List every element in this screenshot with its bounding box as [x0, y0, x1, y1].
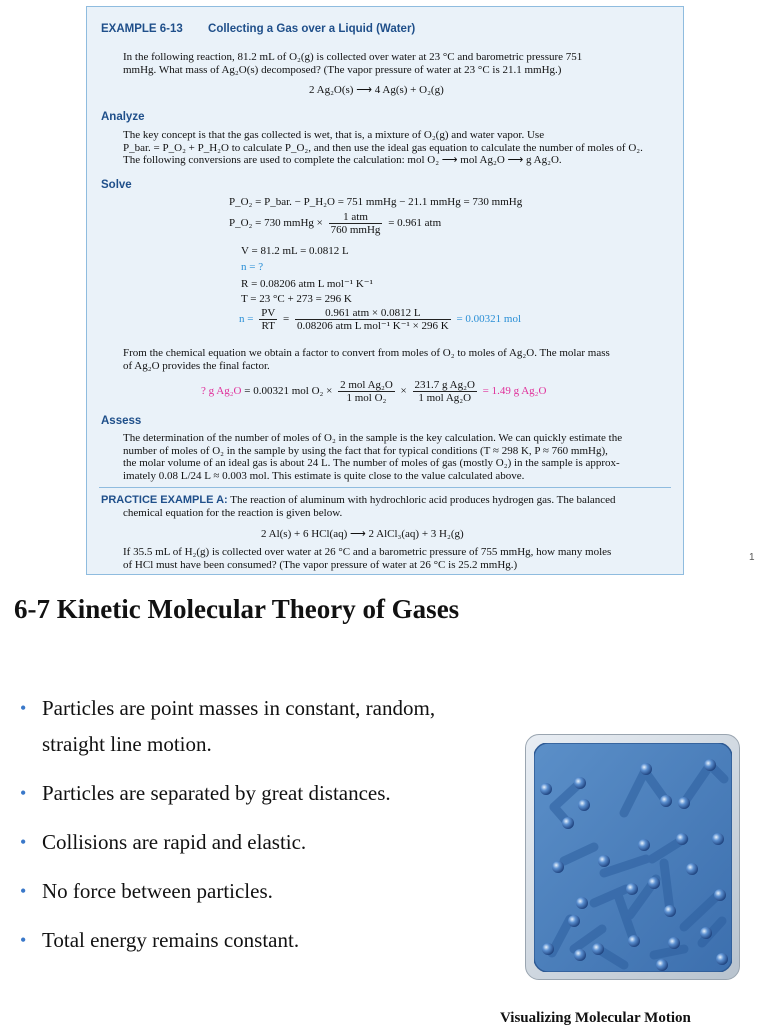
bullet-icon: • [20, 698, 27, 718]
example-title: Collecting a Gas over a Liquid (Water) [208, 23, 416, 35]
analyze-heading: Analyze [101, 111, 145, 123]
molecular-motion-figure [525, 734, 740, 980]
solve-temperature: T = 23 °C + 273 = 296 K [241, 293, 352, 305]
practice-text: PRACTICE EXAMPLE A: The reaction of aluminum with hydrochloric acid produces hydrogen gas. The balanced chemical equation for the reaction is given below. [101, 494, 616, 519]
practice-label: PRACTICE EXAMPLE A: [101, 494, 228, 506]
bullet-icon: • [20, 930, 27, 950]
reaction-equation: 2 Ag₂O(s) ⟶ 4 Ag(s) + O₂(g) [309, 84, 444, 96]
bullet-icon: • [20, 783, 27, 803]
factor-text: From the chemical equation we obtain a factor to convert from moles of O₂ to moles of Ag₂O. The molar mass of Ag₂O provides the final factor. [123, 347, 610, 372]
bullet-icon: • [20, 832, 27, 852]
analyze-text: The key concept is that the gas collected is wet, that is, a mixture of O₂(g) and water vapor. Use P_bar. = P_O₂ + P_H₂O to calculate P_O₂, and then use the ideal gas equation to calculate the number of moles of O₂. The following conversions are used to complete the calculation: mol O₂ ⟶ mol Ag₂O ⟶ g Ag₂O. [123, 129, 643, 166]
section-title: 6-7 Kinetic Molecular Theory of Gases [14, 594, 460, 624]
example-box [86, 6, 684, 575]
solve-heading: Solve [101, 179, 132, 191]
bullet-icon: • [20, 881, 27, 901]
assess-text: The determination of the number of moles of O₂ in the sample is the key calculation. We can quickly estimate the number of moles of O₂ in the sample by using the fact that for typical conditions (T ≈ 298 K, P ≈ 760 mmHg), the molar volume of an ideal gas is about 24 L. The number of moles of gas (mostly O₂) in the sample is approx- imately 0.08 L/24 L ≈ 0.003 mol. This estimate is quite close to the value calculated above. [123, 432, 623, 482]
list-item: • Total energy remains constant. [14, 922, 514, 958]
mass-equation: ? g Ag₂O = 0.00321 mol O₂ × $\frac{\text{2 mol Ag₂O}}{\text{1 mol O₂}}$ × $\frac{\text{231.7 g Ag₂O}}{\text{1 mol Ag₂O}}$ = 1.49 g Ag₂O [201, 379, 547, 404]
solve-volume: V = 81.2 mL = 0.0812 L [241, 245, 349, 257]
list-item: • Collisions are rapid and elastic. [14, 824, 514, 860]
figure-caption: Visualizing Molecular Motion [500, 1010, 691, 1026]
practice-divider [99, 487, 671, 488]
solve-pressure-equation: P_O₂ = P_bar. − P_H₂O = 751 mmHg − 21.1 mmHg = 730 mmHg [229, 196, 523, 208]
list-item: • Particles are separated by great distances. [14, 775, 514, 811]
gas-container-illustration [534, 743, 732, 972]
solve-conversion-equation: P_O₂ = 730 mmHg × $\frac{\text{1 atm}}{\text{760 mmHg}}$ = 0.961 atm [229, 211, 442, 236]
example-header [101, 23, 415, 35]
solve-unknown: n = ? [241, 261, 264, 273]
practice-reaction: 2 Al(s) + 6 HCl(aq) ⟶ 2 AlCl₃(aq) + 3 H₂(g) [261, 528, 464, 540]
practice-question: If 35.5 mL of H₂(g) is collected over water at 26 °C and a barometric pressure of 755 mmHg, how many moles of HCl must have been consumed? (The vapor pressure of water at 26 °C is 25.2 mmHg.) [123, 546, 612, 571]
solve-moles-equation: n = $\frac{PV}{RT}$ = $\frac{\text{0.961 atm × 0.0812 L}}{\text{0.08206 atm L mol⁻¹ K⁻¹ × 296 K}}$ = 0.00321 mol [239, 307, 522, 332]
problem-text: In the following reaction, 81.2 mL of O₂(g) is collected over water at 23 °C and barometric pressure 751 mmHg. What mass of Ag₂O(s) decomposed? (The vapor pressure of water at 23 °C is 21.1 mmHg.) [123, 51, 583, 76]
list-item: • No force between particles. [14, 873, 514, 909]
bullet-list [14, 690, 514, 971]
solve-gas-constant: R = 0.08206 atm L mol⁻¹ K⁻¹ [241, 278, 373, 290]
assess-heading: Assess [101, 415, 142, 427]
example-number: EXAMPLE 6-13 [101, 23, 183, 35]
list-item: • Particles are point masses in constant, random, straight line motion. [14, 690, 514, 762]
page-number: 1 [749, 552, 755, 563]
